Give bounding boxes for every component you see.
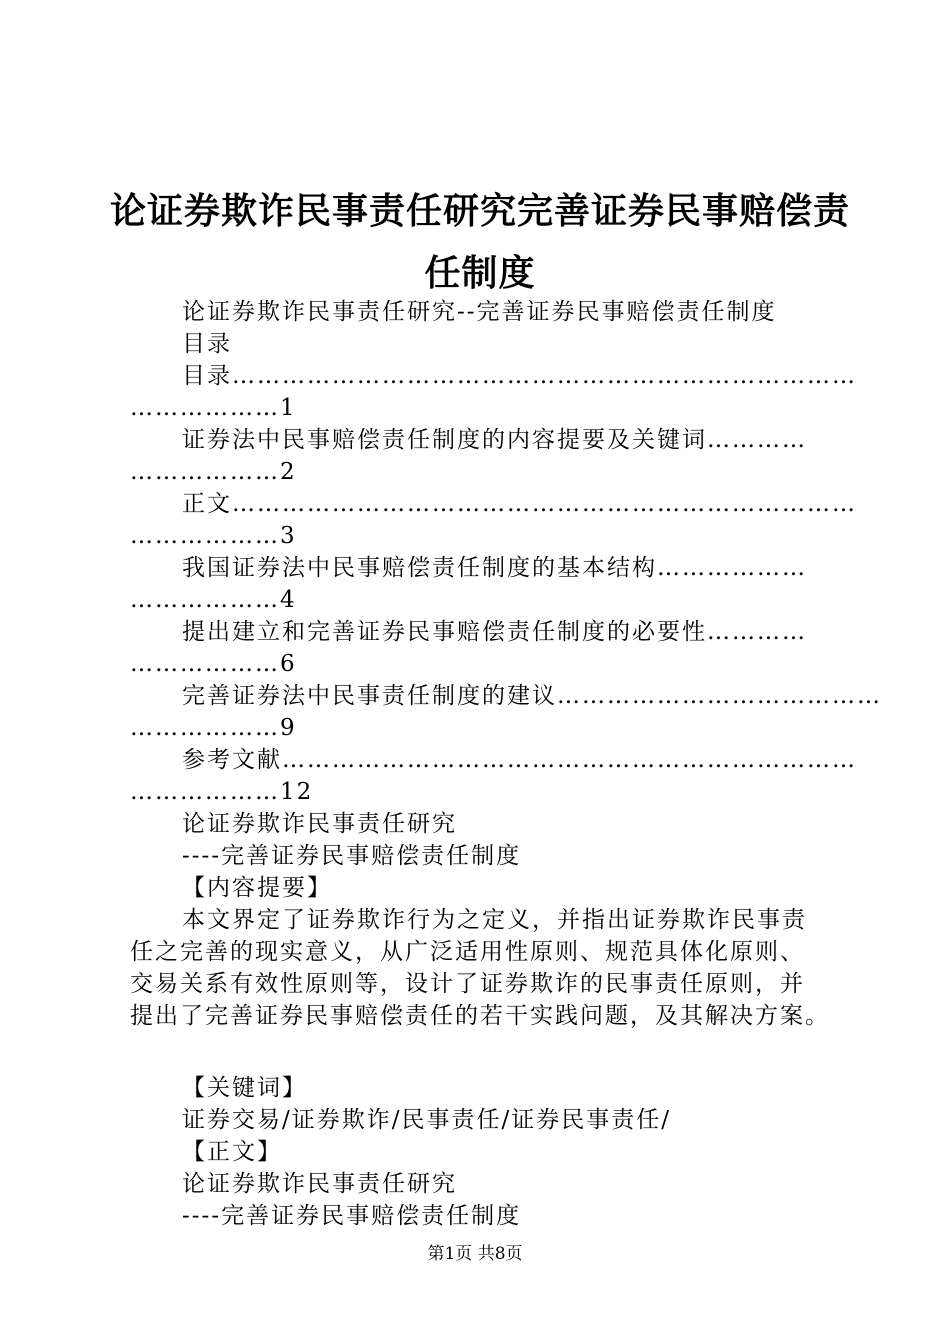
toc-entry-continuation xyxy=(130,520,834,552)
body-title: 论证券欺诈民事责任研究 xyxy=(182,1171,457,1197)
toc-heading: 目录 xyxy=(182,331,232,357)
abstract-heading: 【内容提要】 xyxy=(182,875,332,901)
toc-entry[interactable] xyxy=(130,744,857,776)
toc-leader: ………………………………… xyxy=(557,683,882,709)
toc-entry-continuation xyxy=(130,712,834,744)
abstract-line: 交易关系有效性原则等，设计了证券欺诈的民事责任原则，并 xyxy=(130,971,805,997)
toc-entry-label: 目录 xyxy=(182,363,232,389)
paragraph-gap xyxy=(130,1032,834,1072)
keywords-list: 证券交易/证券欺诈/民事责任/证券民事责任/ xyxy=(182,1107,671,1133)
toc-leader: ………… xyxy=(707,619,807,645)
toc-entry-label: 正文 xyxy=(182,491,232,517)
toc-leader: ……………… xyxy=(130,523,280,549)
toc-leader: ………………………………………………………………… xyxy=(232,363,857,389)
toc-leader: …………………………………………………………… xyxy=(282,747,857,773)
toc-page-number: 2 xyxy=(280,459,297,485)
keywords-heading: 【关键词】 xyxy=(182,1075,307,1101)
toc-entry-continuation xyxy=(130,392,834,424)
toc-entry[interactable] xyxy=(130,616,834,648)
document-title: 论证券欺诈民事责任研究完善证券民事赔偿责任制度 xyxy=(110,190,851,294)
toc-entry-continuation xyxy=(130,776,834,808)
toc-page-number: 9 xyxy=(280,715,297,741)
document-subtitle: 论证券欺诈民事责任研究--完善证券民事赔偿责任制度 xyxy=(182,299,777,325)
body-heading: 【正文】 xyxy=(182,1139,282,1165)
toc-entry-label: 我国证券法中民事赔偿责任制度的基本结构 xyxy=(182,555,657,581)
toc-entry[interactable] xyxy=(130,424,834,456)
toc-page-number: 6 xyxy=(280,651,297,677)
toc-page-number: 4 xyxy=(280,587,297,613)
toc-entry-label: 提出建立和完善证券民事赔偿责任制度的必要性 xyxy=(182,619,707,645)
section-title: 论证券欺诈民事责任研究 xyxy=(182,811,457,837)
toc-page-number: 12 xyxy=(280,779,314,805)
toc-entry-continuation xyxy=(130,648,834,680)
toc-entry-continuation xyxy=(130,584,834,616)
toc-leader: ………………………………………………………………… xyxy=(232,491,857,517)
toc-leader: ………… xyxy=(707,427,807,453)
page-footer: 第1页 共8页 xyxy=(427,1244,523,1264)
toc-entry[interactable] xyxy=(130,552,834,584)
abstract-line: 任之完善的现实意义，从广泛适用性原则、规范具体化原则、 xyxy=(130,939,805,965)
toc-page-number: 3 xyxy=(280,523,297,549)
document-body xyxy=(130,296,882,1232)
toc-leader: ……………… xyxy=(130,587,280,613)
toc-leader: ……………… xyxy=(130,395,280,421)
toc-entry-label: 证券法中民事赔偿责任制度的内容提要及关键词 xyxy=(182,427,707,453)
toc-leader: ……………… xyxy=(657,555,807,581)
toc-entry[interactable] xyxy=(130,488,857,520)
toc-entry-label: 参考文献 xyxy=(182,747,282,773)
section-subtitle: ----完善证券民事赔偿责任制度 xyxy=(182,843,522,869)
toc-leader: ……………… xyxy=(130,459,280,485)
toc-entry[interactable] xyxy=(130,360,857,392)
toc-leader: ……………… xyxy=(130,779,280,805)
abstract-line: 提出了完善证券民事赔偿责任的若干实践问题，及其解决方案。 xyxy=(130,1003,830,1029)
toc-entry[interactable] xyxy=(130,680,882,712)
body-subtitle: ----完善证券民事赔偿责任制度 xyxy=(182,1203,522,1229)
toc-entry-label: 完善证券法中民事责任制度的建议 xyxy=(182,683,557,709)
toc-entry-continuation xyxy=(130,456,834,488)
toc-page-number: 1 xyxy=(280,395,297,421)
abstract-line: 本文界定了证券欺诈行为之定义，并指出证券欺诈民事责 xyxy=(182,907,807,933)
toc-leader: ……………… xyxy=(130,715,280,741)
toc-leader: ……………… xyxy=(130,651,280,677)
